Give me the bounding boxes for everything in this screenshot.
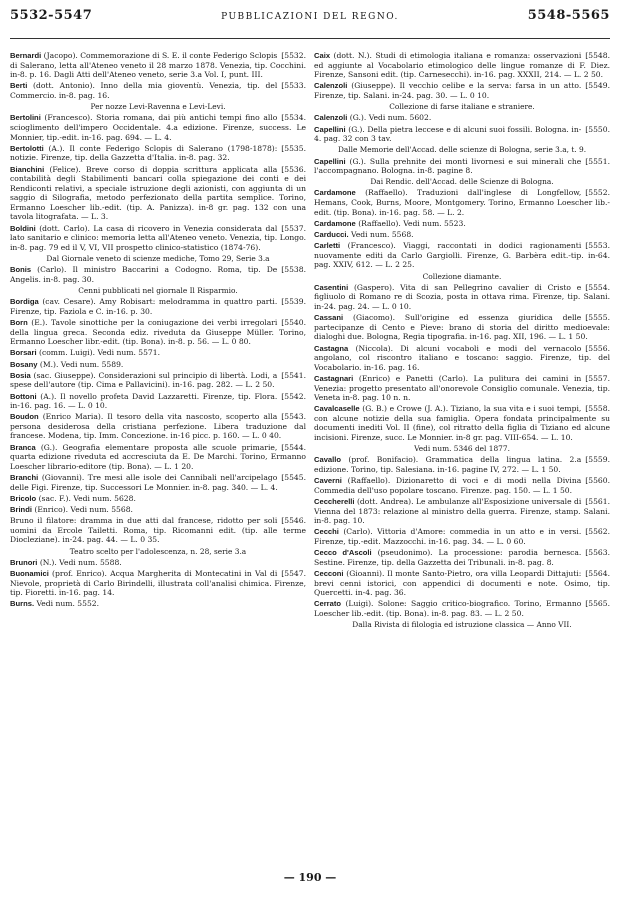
entry-number: [5535. — [281, 143, 306, 153]
entry-text: (Francesco). Storia romana, dai più antichi tempi fino allo scioglimento dell'impero Occidentale. 4.a edizione. Firenze, success. Le Monnier, tip.-edit. in-16. pag. 694. — L. 4. — [10, 113, 306, 142]
entry-text: (sac. Giuseppe). Considerazioni sul principio di libertà. Lodi, a spese dell'autore (tip. Cima e Pallavicini). in-16. pag. 282. — L. 2 50. — [10, 370, 278, 390]
entry-number: [5544. — [281, 442, 306, 452]
bibliography-entry — [10, 113, 306, 142]
bibliography-entry — [314, 599, 610, 618]
entry-number: [5552. — [585, 188, 610, 198]
entry-number: [5549. — [585, 81, 610, 91]
entry-number: [5532. — [281, 51, 306, 60]
entry-text: Vedi num. 5552. — [36, 599, 100, 609]
header-right-range: 5548-5565 — [527, 8, 610, 23]
entry-number: [5554. — [585, 282, 610, 292]
entry-author: Castagnari — [314, 373, 354, 383]
entry-text: (Gioanni). Il monte Santo-Pietro, ora villa Leopardi Dittajuti: brevi cenni istorici, con appendici di documenti e note. Osimo, tip. Quercetti. in-4. pag. 36. — [314, 568, 610, 598]
entry-note: Dalla Rivista di filologia ed istruzione classica — Anno VII. — [352, 620, 572, 630]
bibliography-entry — [314, 374, 610, 403]
entry-number: [5540. — [281, 317, 306, 327]
entry-author: Boldini — [10, 223, 36, 233]
entry-text: (sac. F.). Vedi num. 5628. — [38, 493, 136, 503]
bibliography-entry — [10, 443, 306, 472]
bibliography-entry — [314, 113, 610, 123]
bibliography-entry — [10, 224, 306, 253]
entry-text: (Raffaello). Vedi num. 5523. — [358, 218, 466, 228]
entry-note: Dai Rendic. dell'Accad. delle Scienze di Bologna. — [370, 177, 554, 187]
entry-author: Cassani — [314, 313, 344, 323]
bibliography-entry — [10, 516, 306, 545]
entry-text: (Carlo). Il ministro Baccarini a Codogno. Roma, tip. De Angelis. in-8. pag. 30. — [10, 265, 278, 284]
entry-author: Bosany — [10, 359, 38, 369]
entry-number: [5534. — [281, 113, 306, 123]
entry-note: Dalle Memorie dell'Accad. delle scienze di Bologna, serie 3.a, t. 9. — [337, 145, 587, 155]
entry-number: [5557. — [585, 373, 610, 383]
entry-author: Cavallo — [314, 455, 342, 465]
entry-author: Cardamone — [314, 188, 356, 198]
entry-number: [5558. — [585, 404, 610, 414]
entry-text: (Jacopo). Commemorazione di S. E. il conte Federigo Sclopis di Salerano, letta all'Ateneo veneto il 28 marzo 1878. Venezia, tip. Cocchini. in-8. p. 16. Dagli Atti dell'Ateneo veneto, serie 3.a Vol. I, punt. III. — [10, 51, 306, 80]
bibliography-entry — [314, 188, 610, 217]
entry-text: (Giovanni). Tre mesi alle isole dei Cannibali nell'arcipelago delle Figi. Firenze, tip. Successori Le Monnier. in-8. pag. 340. — L. 4. — [10, 473, 278, 492]
entry-number: [5548. — [585, 51, 610, 60]
entry-number: [5551. — [585, 156, 610, 166]
entry-text: Vedi num. 5568. — [351, 230, 414, 240]
entry-text: (N.). Vedi num. 5588. — [39, 557, 122, 567]
bibliography-entry — [10, 473, 306, 492]
entry-number: [5537. — [281, 223, 306, 233]
bibliography-entry — [314, 569, 610, 598]
entry-text: (Enrico). Vedi num. 5568. — [34, 505, 133, 514]
entry-author: Borsari — [10, 348, 37, 358]
entry-author: Cecco d'Ascoli — [314, 548, 372, 558]
entry-number: [5556. — [585, 343, 610, 353]
bibliography-entry — [314, 455, 610, 474]
bibliography-entry — [314, 241, 610, 270]
entry-author: Cardamone — [314, 218, 356, 228]
entry-text: (cav. Cesare). Amy Robisart: melodramma in quattro parti. Firenze, tip. Faziola e C. in-16. p. 30. — [10, 297, 278, 316]
header-title: PUBBLICAZIONI DEL REGNO. — [221, 12, 399, 22]
entry-number: [5555. — [585, 313, 610, 323]
entry-text: (Raffaello). Dizionaretto di voci e di modi nella Divina Commedia dell'uso popolare toscano. Firenze. pag. 150. — L. 1 50. — [314, 476, 582, 495]
bibliography-entry — [10, 371, 306, 390]
entry-author: Berti — [10, 81, 28, 91]
bibliography-entry — [10, 360, 306, 370]
entry-number: [5536. — [281, 164, 306, 174]
entry-number: [5543. — [281, 412, 306, 422]
entry-author: Cerrato — [314, 599, 342, 609]
entry-note: Per nozze Levi-Ravenna e Levi-Levi. — [90, 102, 226, 112]
entry-number: [5546. — [281, 516, 306, 526]
entry-number: [5562. — [585, 527, 610, 537]
page-number: — 190 — — [283, 871, 337, 884]
entry-author: Born — [10, 317, 28, 327]
entry-number: [5560. — [585, 476, 610, 486]
entry-author: Caix — [314, 51, 331, 60]
left-column — [10, 51, 306, 866]
bibliography-entry — [314, 344, 610, 373]
entry-text: (A.). Il conte Federigo Sclopis di Salerano (1798-1878): notizie. Firenze, tip. della Gazzetta d'Italia. in-8. pag. 32. — [10, 143, 278, 163]
bibliography-entry — [314, 497, 610, 526]
entry-text: (comm. Luigi). Vedi num. 5571. — [39, 348, 161, 358]
entry-author: Carducci. — [314, 230, 349, 240]
entry-author: Branca — [10, 442, 36, 452]
entry-text: (Felice). Breve corso di doppia scrittura applicata alla contabilità degli Stabilimenti bancari colla spiegazione dei conti e dei Rendiconti relativi, a speciale istruzione degli azionisti, con aggiunta di un saggio di Silografia, metodo perfezionato della partita semplice. Torino, Ermanno Loescher lib.-edit. (tip. A. Panizza). in-8 gr. pag. 132 con una tavola litografata. — L. 3. — [10, 164, 306, 222]
entry-author: Bosia — [10, 370, 31, 380]
entry-text: (E.). Tavole sinottiche per la coniugazione dei verbi irregolari della lingua greca. Seconda ediz. riveduta da Giuseppe Müller. Torino, Ermanno Loescher libr.-edit. (tip. Bona). in-8. p. 56. — L. 0 80. — [10, 317, 306, 347]
bibliography-entry — [314, 404, 610, 442]
bibliography-entry — [314, 313, 610, 342]
entry-author: Cavalcaselle — [314, 404, 360, 414]
bibliography-entry — [314, 548, 610, 567]
entry-author: Bottoni — [10, 391, 37, 401]
entry-text: (Enrico) e Panetti (Carlo). La pulitura dei camini in Venezia: progetto presentato all'onorevole Consiglio comunale. Venezia, tip. Veneta in-8. pag. 10 n. n. — [314, 373, 610, 403]
entry-number: [5564. — [585, 568, 610, 578]
header-left-range: 5532-5547 — [10, 8, 93, 23]
entry-text: (Luigi). Solone: Saggio critico-biografico. Torino, Ermanno Loescher lib.-edit. (tip. Bona). in-8. pag. 83. — L. 2 50. — [314, 599, 582, 618]
entry-number: [5561. — [585, 497, 610, 506]
entry-author: Capellini — [314, 124, 346, 134]
entry-author: Calenzoli — [314, 81, 348, 91]
entry-number: [5545. — [281, 473, 306, 483]
entry-text: (prof. Enrico). Acqua Margherita di Montecatini in Val di Nievole, proprietà di Carlo Birindelli, illustrata coll'analisi chimica. Firenze, tip. Fioretti. in-16. pag. 14. — [10, 568, 306, 598]
entry-number: [5559. — [585, 455, 610, 465]
entry-text: (dott. N.). Studi di etimologia italiana e romanza: osservazioni ed aggiunte al Vocabolario etimologico delle lingue romanze di F. Diez. Firenze, Sansoni edit. (tip. Carnesecchi). in-16. pag. XXXII, 214. — L. 2 50. — [314, 51, 610, 80]
bibliography-entry — [10, 569, 306, 598]
entry-note: Collezione diamante. — [422, 271, 502, 281]
entry-author: Bricolo — [10, 493, 37, 503]
bibliography-entry — [10, 505, 306, 515]
entry-text: (dott. Carlo). La casa di ricovero in Venezia considerata dal lato sanitario e clinico: memoria letta all'Ateneo veneto. Venezia, tip. Longo. in-8. pag. 79 ed il V, VI, VII prospetto clinico-statistico (1874-76). — [10, 223, 306, 252]
entry-note: Teatro scelto per l'adolescenza, n. 28, serie 3.a — [69, 546, 247, 556]
entry-number: [5550. — [585, 124, 610, 134]
entry-number: [5538. — [281, 265, 306, 275]
entry-text: (G. B.) e Crowe (J. A.). Tiziano, la sua vita e i suoi tempi, con alcune notizie della sua famiglia. Opera fondata principalmente su documenti inediti Vol. II (fine), col ritratto della figlia di Tiziano ed alcune incisioni. Firenze, succ. Le Monnier. in-8 gr. pag. VIII-654. — L. 10. — [314, 404, 610, 443]
entry-text: (G.). Geografia elementare proposta alle scuole primarie, quarta edizione riveduta ed accresciuta da E. De Marchi. Torino, Ermanno Loescher librario-editore (tip. Bona). — L. 1 20. — [10, 442, 306, 471]
bibliography-entry — [314, 219, 610, 229]
bibliography-entry — [10, 81, 306, 100]
bibliography-entry — [10, 348, 306, 358]
entry-author: Capellini — [314, 156, 346, 166]
entry-author: Castagna — [314, 343, 349, 353]
entry-note: Cenni pubblicati nel giornale Il Risparmio. — [78, 286, 238, 295]
entry-text: (prof. Bonifacio). Grammatica della lingua latina. 2.a edizione. Torino, tip. Salesiana. in-16. pagine IV, 272. — L. 1 50. — [314, 455, 582, 475]
entry-author: Bordiga — [10, 297, 39, 307]
entry-number: [5533. — [281, 81, 306, 91]
entry-number: [5565. — [585, 599, 610, 609]
entry-author: Brindi — [10, 505, 32, 514]
entry-text: (pseudonimo). La processione: parodia bernesca. Sestine. Firenze, tip. della Gazzetta dei Tribunali. in-8. pag. 8. — [314, 548, 582, 567]
entry-text: (A.). Il novello profeta David Lazzaretti. Firenze, tip. Flora. in-16. pag. 16. — L. 0 10. — [10, 391, 278, 411]
entry-number: [5547. — [281, 568, 306, 578]
bibliography-entry — [314, 283, 610, 312]
entry-number: [5539. — [281, 297, 306, 307]
entry-text: (G.). Vedi num. 5602. — [349, 113, 432, 123]
entry-author: Burns. — [10, 599, 35, 609]
bibliography-entry — [10, 599, 306, 609]
entry-author: Bertolini — [10, 113, 41, 123]
entry-text: (dott. Andrea). Le ambulanze all'Esposizione universale di Vienna del 1873: relazione al ministro della guerra. Firenze, stamp. Salani. in-8. pag. 10. — [314, 497, 610, 526]
entry-number: [5542. — [281, 391, 306, 401]
entry-text: (Giuseppe). Il vecchio celibe e la serva: farsa in un atto. Firenze, tip. Salani. in-24. pag. 30. — L. 0 10. — [314, 81, 582, 100]
bibliography-entry — [314, 230, 610, 240]
entry-text: (dott. Antonio). Inno della mia gioventù. Venezia, tip. del Commercio. in-8. pag. 16. — [10, 81, 278, 100]
bibliography-entry — [10, 265, 306, 284]
entry-text: (Giacomo). Sull'origine ed essenza giuridica delle partecipanze di Cento e Pieve: brano di storia del diritto medioevale: dialoghi due. Bologna, Regia tipografia. in-16. pag. XII, 196. — L. 1 50. — [314, 313, 610, 342]
entry-author: Cecconi — [314, 568, 344, 578]
entry-number: [5563. — [585, 548, 610, 558]
entry-number: [5553. — [585, 241, 610, 251]
entry-text: (Francesco). Viaggi, raccontati in dodici ragionamenti nuovamente editi da Carlo Gargiolli. Firenze, G. Barbèra edit.-tip. in-64. pag. XXIV, 612. — L. 2 25. — [314, 241, 610, 270]
entry-author: Casentini — [314, 282, 349, 292]
entry-text: (Raffaello). Traduzioni dall'inglese di Longfellow, Hemans, Cook, Burns, Moore, Montgomery. Torino, Ermanno Loescher lib.-edit. (tip. Bona). in-16. pag. 58. — L. 2. — [314, 188, 610, 217]
bibliography-entry — [314, 51, 610, 80]
right-column — [314, 51, 610, 866]
entry-number: [5541. — [281, 370, 306, 380]
entry-author: Ceccherelli — [314, 497, 355, 506]
bibliography-entry — [10, 297, 306, 316]
entry-text: (G.). Della pietra leccese e di alcuni suoi fossili. Bologna. in-4. pag. 32 con 3 tav. — [314, 124, 582, 144]
entry-author: Boudon — [10, 412, 39, 422]
bibliography-entry — [10, 494, 306, 504]
entry-note: Collezione di farse italiane e straniere. — [389, 102, 535, 112]
entry-text: (Carlo). Vittoria d'Amore: commedia in un atto e in versi. Firenze, tip.-edit. Mazzocchi. in-16. pag. 34. — L. 0 60. — [314, 527, 582, 546]
entry-text: (Niccola). Di alcuni vocaboli e modi del vernacolo angolano, col riscontro italiano e toscano: saggio. Firenze, tip. del Vocabolario. in-16. pag. 16. — [314, 343, 610, 372]
running-header — [10, 8, 610, 39]
entry-author: Bertolotti — [10, 143, 44, 153]
bibliography-entry — [314, 125, 610, 144]
entry-note: Vedi num. 5346 del 1877. — [414, 444, 510, 454]
entry-author: Cecchi — [314, 527, 339, 537]
entry-author: Bernardi — [10, 51, 42, 60]
bibliography-entry — [314, 81, 610, 100]
bibliography-entry — [10, 558, 306, 568]
entry-text: (M.). Vedi num. 5589. — [39, 359, 124, 369]
entry-author: Bianchini — [10, 164, 45, 174]
entry-author: Calenzoli — [314, 113, 348, 123]
bibliography-entry — [10, 51, 306, 80]
entry-author: Branchi — [10, 473, 39, 483]
entry-text: (G.). Sulla prehnite dei monti livornesi e sui minerali che l'accompagnano. Bologna. in-8. pagine 8. — [314, 156, 582, 176]
entry-author: Brunori — [10, 557, 38, 567]
bibliography-entry — [10, 318, 306, 347]
bibliography-entry — [10, 392, 306, 411]
entry-author: Carletti — [314, 241, 341, 251]
entry-author: Caverni — [314, 476, 342, 486]
entry-text: Bruno il filatore: dramma in due atti dal francese, ridotto per soli uomini da Ercole Tailetti. Roma, tip. Ricomanni edit. (tip. alle terme Diocleziane). in-24. pag. 44. — L. 0 35. — [10, 516, 306, 545]
entry-text: (Enrico Maria). Il tesoro della vita nascosto, scoperto alla persona desiderosa della cristiana perfezione. Libera traduzione dal francese. Modena, tip. Imm. Concezione. in-16 picc. p. 160. — L. 0 40. — [10, 412, 306, 441]
bibliography-entry — [10, 412, 306, 441]
columns — [10, 51, 610, 866]
entry-author: Bonis — [10, 265, 32, 275]
entry-text: (Gaspero). Vita di san Pellegrino cavalier di Cristo e figliuolo di Romano re di Scozia, posta in ottava rima. Firenze, tip. Salani. in-24. pag. 24. — L. 0 10. — [314, 282, 610, 311]
entry-note: Dal Giornale veneto di scienze mediche, Tomo 29, Serie 3.a — [46, 254, 270, 264]
bibliography-entry — [10, 144, 306, 163]
bibliography-entry — [10, 165, 306, 223]
bibliography-entry — [314, 476, 610, 495]
bibliography-entry — [314, 157, 610, 176]
entry-author: Buonamici — [10, 568, 49, 578]
bibliography-entry — [314, 527, 610, 546]
